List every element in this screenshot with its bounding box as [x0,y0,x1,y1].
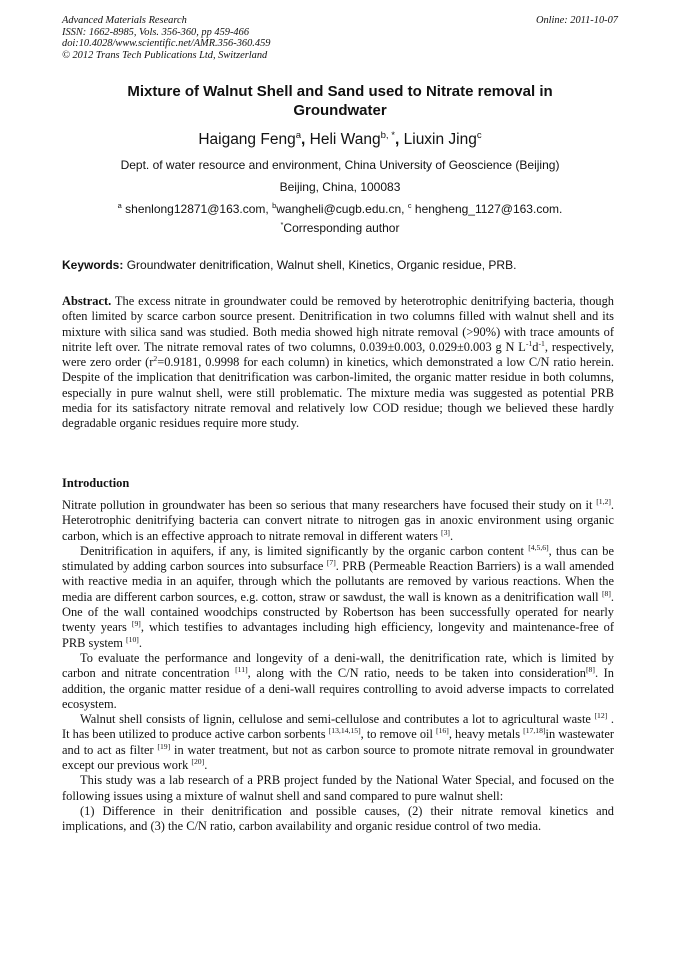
text: , along with the C/N ratio, needs to be taken into consideration [247,666,586,681]
text: . In addition, the organic matter residue of a deni-wall requires controlling to avoid adverse impacts to correlated ecosystem. [62,666,614,711]
text: , heavy metals [448,727,524,742]
text: in wastewater and to act as filter [62,727,614,757]
email-a: shenlong12871@163.com, [125,202,273,216]
citation: [20] [191,756,205,766]
author-name: Haigang Feng [198,131,296,148]
citation: [3] [441,527,450,537]
email-line [62,202,618,216]
text: . It has been utilized to produce active carbon sorbents [62,712,614,742]
author-name: Heli Wang [309,131,381,148]
citation: [11] [235,665,248,675]
affiliation-line-2: Beijing, China, 100083 [279,180,401,194]
text: . [449,528,454,543]
journal-info [62,15,618,61]
title-line-2: Groundwater [293,102,387,119]
text: Walnut shell consists of lignin, cellulose and semi-cellulose and contributes a lot to agricultural waste [80,712,595,727]
citation: [19] [157,741,171,751]
superscript: 2 [153,354,158,364]
corresponding-mark: * [280,220,284,229]
author-separator: , [301,131,310,148]
section-heading-introduction: Introduction [62,476,130,490]
paragraph [62,712,614,773]
text: . [138,635,142,650]
email-mark: a [117,201,122,210]
author-affil-mark: a [295,129,302,141]
citation: [16] [436,726,449,736]
citation: [13,14,15] [328,726,361,736]
title-line-1: Mixture of Walnut Shell and Sand used to Nitrate removal in [127,83,553,100]
abstract-text: , respectively, were zero order (r [62,339,614,370]
text: , which testifies to advantages including high efficiency, longevity and maintenance-free of PRB system [62,620,614,650]
text: in water treatment, but not as carbon source to promote nitrate removal in groundwater except our previous work [62,742,614,773]
abstract-text: The excess nitrate in groundwater could be removed by heterotrophic denitrifying bacteria, though often limited by scarce carbon source present. Denitrification in two columns filled with walnut shell and its mixture with silica sand was studied. Both media showed high nitrate removal (>90%) with trace amounts of nitrite left over. The nitrate removal rates of two columns, 0.039±0.003, 0.029±0.003 g N L [62,294,614,354]
citation: [8] [586,665,595,675]
citation: [4,5,6] [528,542,549,552]
author-list [62,131,618,149]
keywords-text: Groundwater denitrification, Walnut shell, Kinetics, Organic residue, PRB. [123,258,517,272]
author-name: Liuxin Jing [403,131,477,148]
affiliation-line-1: Dept. of water resource and environment, China University of Geoscience (Beijing) [120,158,560,172]
abstract-label: Abstract. [62,294,112,308]
author-separator: , [395,131,404,148]
paragraph [62,651,614,712]
text: Denitrification in aquifers, if any, is limited significantly by the organic carbon content [80,543,529,558]
paper-title [62,82,618,120]
citation: [10] [126,634,139,644]
text: , thus can be stimulated by adding carbon sources into subsurface [62,543,614,574]
text: Nitrate pollution in groundwater has been so serious that many researchers have focused their study on it [62,498,597,512]
keywords-label: Keywords: [62,258,124,272]
journal-name: Advanced Materials Research [62,15,187,26]
copyright-line: © 2012 Trans Tech Publications Ltd, Switzerland [62,49,268,61]
corresponding-text: Corresponding author [283,221,400,235]
text: . Heterotrophic denitrifying bacteria can convert nitrate to nitrogen gas in anoxic environment using organic carbon, which is an effective approach to nitrate removal in different waters [62,498,614,543]
citation: [12] [594,711,608,721]
paragraph [62,498,614,544]
text: . [204,758,208,773]
corresponding-note [62,221,618,235]
email-b: wangheli@cugb.edu.cn, [276,202,408,216]
keywords [62,258,618,272]
citation: [8] [601,588,611,598]
citation: [7] [326,558,336,568]
citation: [1,2] [596,496,611,506]
text: To evaluate the performance and longevity of a deni-wall, the denitrification rate, which is limited by carbon and nitrate concentration [62,650,614,681]
abstract-text: d [532,339,539,354]
email-mark: c [407,201,412,210]
paragraph: (1) Difference in their denitrification and possible causes, (2) their nitrate removal kinetics and implications, and (3) the C/N ratio, carbon availability and organic residue control of two media. [62,803,614,834]
author-affil-mark: c [476,129,482,141]
text: . One of the wall contained woodchips constructed by Robertson has been successfully operated for nearly twenty years [62,589,614,635]
issn-line: ISSN: 1662-8985, Vols. 356-360, pp 459-466 [62,26,250,38]
abstract-text: =0.9181, 0.9998 for each column) in kinetics, which demonstrated a low C/N ratio herein. Despite of the implication that denitrification was carbon-limited, the organic matter residue in both columns, especially in pure walnut shell, were still problematic. The mixture media was suggested as potential PRB media for its satisfactory nitrate removal and relatively low COD residue; though we believed these hardly degradable organic residues require more study. [62,355,614,431]
journal-header [62,15,618,61]
email-c: hengheng_1127@163.com. [414,202,563,216]
doi-line: doi:10.4028/www.scientific.net/AMR.356-360.459 [62,38,271,49]
email-mark: b [272,201,277,210]
text: . PRB (Permeable Reaction Barriers) is a wall amended with reactive media in an aquifer, through which the pollutants are removed by various reactions. When the media are different carbon sources, e.g. cotton, straw or sawdust, the wall is known as a denitrification wall [62,559,614,604]
introduction-body [62,498,614,835]
text: , to remove oil [360,727,437,742]
abstract [62,294,614,432]
online-date: Online: 2011-10-07 [535,15,618,26]
superscript: -1 [538,338,545,348]
superscript: -1 [525,338,533,348]
citation: [17,18] [523,726,546,736]
paragraph: This study was a lab research of a PRB project funded by the National Water Special, and focused on the following issues using a mixture of walnut shell and sand compared to pure walnut shell: [62,773,614,803]
citation: [9] [131,619,141,629]
paragraph [62,544,614,651]
author-affil-mark: b, * [380,129,395,141]
